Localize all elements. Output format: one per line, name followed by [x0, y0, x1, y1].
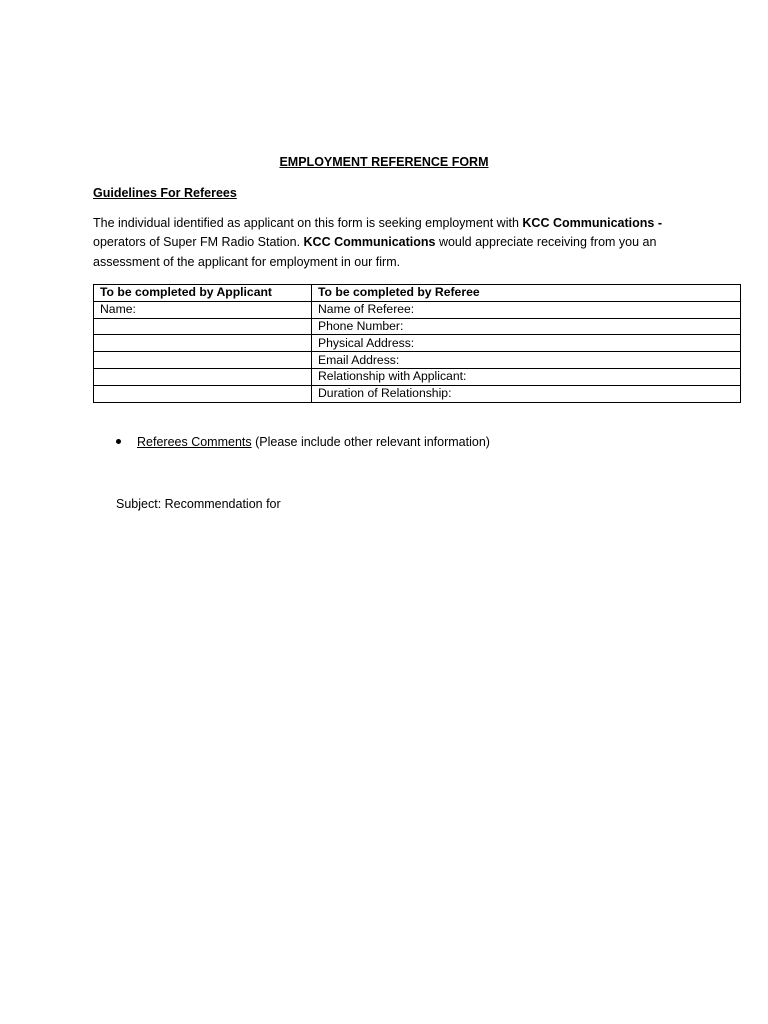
subject-line: Subject: Recommendation for [116, 497, 281, 511]
form-title: EMPLOYMENT REFERENCE FORM [279, 155, 489, 169]
referee-field[interactable]: Relationship with Applicant: [312, 368, 741, 385]
applicant-field[interactable] [94, 352, 312, 369]
applicant-field[interactable] [94, 368, 312, 385]
table-row [94, 335, 741, 352]
referee-field[interactable]: Name of Referee: [312, 301, 741, 318]
header-referee: To be completed by Referee [312, 285, 741, 302]
company-name-1: KCC Communications [522, 216, 655, 230]
intro-text-2: operators of Super FM Radio Station. [93, 235, 304, 250]
table-row [94, 368, 741, 385]
intro-paragraph [93, 214, 713, 272]
referee-field[interactable]: Duration of Relationship: [312, 385, 741, 402]
table-row [94, 352, 741, 369]
comments-note: (Please include other relevant information) [251, 435, 490, 449]
bullet-icon [116, 439, 121, 444]
referee-field[interactable]: Phone Number: [312, 318, 741, 335]
applicant-field[interactable]: Name: [94, 301, 312, 318]
table-row [94, 301, 741, 318]
applicant-field[interactable] [94, 318, 312, 335]
applicant-field[interactable] [94, 385, 312, 402]
applicant-field[interactable] [94, 335, 312, 352]
comments-label: Referees Comments [137, 435, 252, 449]
company-name-2: KCC Communications [303, 235, 436, 250]
reference-table [93, 284, 741, 403]
referee-field[interactable]: Physical Address: [312, 335, 741, 352]
comments-bullet [116, 434, 490, 450]
intro-dash: - [654, 216, 662, 230]
table-header-row [94, 285, 741, 302]
header-applicant: To be completed by Applicant [94, 285, 312, 302]
table-row [94, 385, 741, 402]
intro-text-3: would appreciate receiving from you an assessment of the applicant for employment in our firm. [93, 235, 657, 269]
guidelines-heading: Guidelines For Referees [93, 186, 237, 200]
table-row [94, 318, 741, 335]
intro-text-1: The individual identified as applicant on this form is seeking employment with [93, 216, 523, 230]
referee-field[interactable]: Email Address: [312, 352, 741, 369]
